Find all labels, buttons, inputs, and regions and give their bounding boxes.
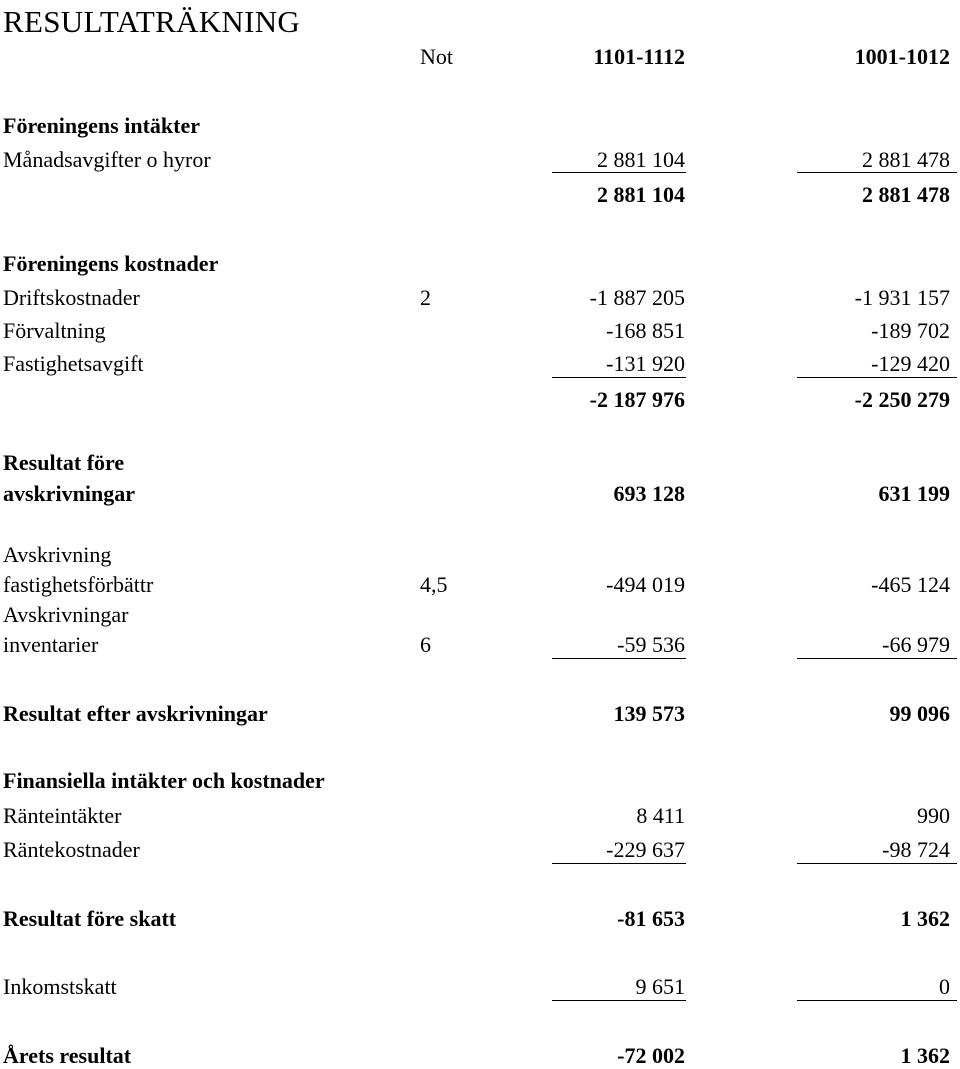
row-value-ranteintakter-1: 8 411 [636, 803, 685, 828]
resultat-fore-skatt-value-2: 1 362 [900, 906, 950, 931]
section-heading-kostnader: Föreningens kostnader [3, 251, 219, 276]
not-column-header: Not [420, 44, 453, 69]
section-heading-finansiella: Finansiella intäkter och kostnader [3, 768, 325, 793]
arets-resultat-value-1: -72 002 [617, 1043, 685, 1068]
avskrivning-inventarier-label-1: Avskrivningar [3, 602, 129, 627]
intakter-total-2: 2 881 478 [862, 182, 950, 207]
row-label-ranteintakter: Ränteintäkter [3, 803, 122, 828]
row-value-forvaltning-1: -168 851 [606, 318, 685, 343]
row-label-forvaltning: Förvaltning [3, 318, 106, 343]
inkomstskatt-value-1: 9 651 [635, 974, 685, 999]
arets-resultat-label: Årets resultat [3, 1043, 132, 1068]
resultat-fore-skatt-label: Resultat före skatt [3, 906, 177, 931]
period-column-header-2: 1001-1012 [854, 44, 950, 69]
subtotal-rule [797, 377, 957, 378]
subtotal-rule [552, 172, 686, 173]
resultat-fore-avskrivningar-value-2: 631 199 [878, 481, 950, 506]
resultat-efter-avskrivningar-label: Resultat efter avskrivningar [3, 701, 268, 726]
inkomstskatt-label: Inkomstskatt [3, 974, 117, 999]
subtotal-rule [552, 863, 686, 864]
avskrivning-inventarier-value-2: -66 979 [882, 632, 950, 657]
subtotal-rule [552, 658, 686, 659]
avskrivning-inventarier-note: 6 [420, 632, 431, 657]
resultat-fore-skatt-value-1: -81 653 [617, 906, 685, 931]
row-label-manadsavgifter: Månadsavgifter o hyror [3, 147, 211, 172]
resultat-efter-avskrivningar-value-1: 139 573 [613, 701, 685, 726]
avskrivning-fastighet-note: 4,5 [420, 572, 448, 597]
arets-resultat-value-2: 1 362 [900, 1043, 950, 1068]
row-value-fastighetsavgift-1: -131 920 [606, 351, 685, 376]
row-label-rantekostnader: Räntekostnader [3, 837, 140, 862]
subtotal-rule [797, 863, 957, 864]
row-value-manadsavgifter-1: 2 881 104 [597, 147, 685, 172]
intakter-total-1: 2 881 104 [597, 182, 685, 207]
row-label-fastighetsavgift: Fastighetsavgift [3, 351, 144, 376]
avskrivning-fastighet-value-2: -465 124 [871, 572, 950, 597]
kostnader-total-1: -2 187 976 [589, 387, 685, 412]
avskrivning-inventarier-value-1: -59 536 [617, 632, 685, 657]
row-note-driftskostnader: 2 [420, 285, 431, 310]
subtotal-rule [797, 658, 957, 659]
row-value-driftskostnader-2: -1 931 157 [854, 285, 950, 310]
subtotal-rule [797, 1000, 957, 1001]
row-label-driftskostnader: Driftskostnader [3, 285, 140, 310]
avskrivning-fastighet-value-1: -494 019 [606, 572, 685, 597]
period-column-header-1: 1101-1112 [593, 44, 685, 69]
avskrivning-inventarier-label-2: inventarier [3, 632, 99, 657]
resultat-fore-avskrivningar-label-1: Resultat före [3, 450, 125, 475]
row-value-rantekostnader-2: -98 724 [882, 837, 950, 862]
subtotal-rule [552, 377, 686, 378]
row-value-fastighetsavgift-2: -129 420 [871, 351, 950, 376]
resultat-fore-avskrivningar-label-2: avskrivningar [3, 481, 136, 506]
row-value-rantekostnader-1: -229 637 [606, 837, 685, 862]
resultat-fore-avskrivningar-value-1: 693 128 [613, 481, 685, 506]
page-title: RESULTATRÄKNING [3, 4, 301, 39]
avskrivning-fastighet-label-1: Avskrivning [3, 542, 112, 567]
resultat-efter-avskrivningar-value-2: 99 096 [889, 701, 950, 726]
avskrivning-fastighet-label-2: fastighetsförbättr [3, 572, 154, 597]
subtotal-rule [552, 1000, 686, 1001]
row-value-ranteintakter-2: 990 [917, 803, 950, 828]
inkomstskatt-value-2: 0 [939, 974, 950, 999]
section-heading-intakter: Föreningens intäkter [3, 113, 200, 138]
row-value-driftskostnader-1: -1 887 205 [589, 285, 685, 310]
subtotal-rule [797, 172, 957, 173]
row-value-manadsavgifter-2: 2 881 478 [862, 147, 950, 172]
kostnader-total-2: -2 250 279 [854, 387, 950, 412]
row-value-forvaltning-2: -189 702 [871, 318, 950, 343]
